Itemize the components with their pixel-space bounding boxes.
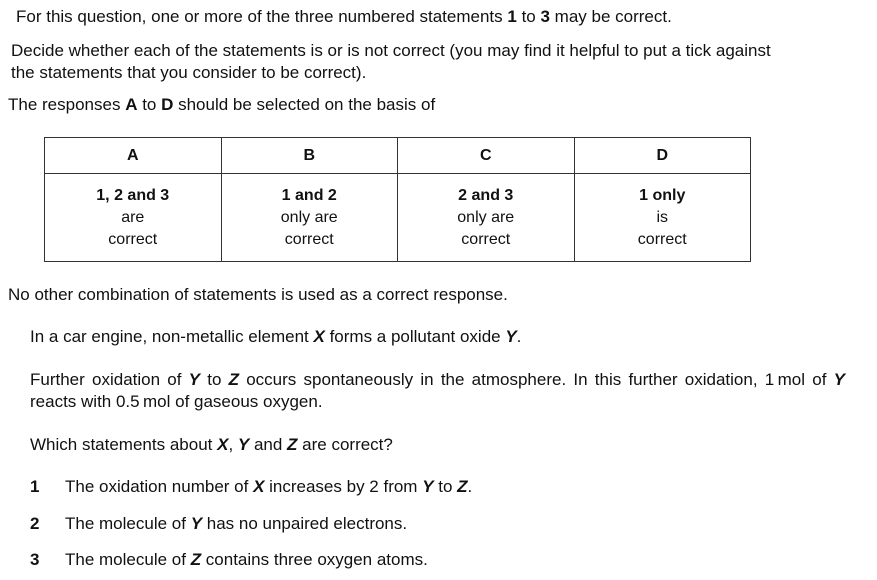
text: Which statements about [30, 435, 218, 454]
cell-line: correct [637, 230, 687, 248]
statement-1 [30, 476, 472, 498]
symbol-y: Y [188, 370, 201, 389]
symbol-z: Z [287, 435, 298, 454]
statement-number: 1 [30, 477, 40, 496]
text: . [516, 327, 522, 346]
cell-line: only are [280, 208, 338, 226]
key-letter-a: A [45, 138, 222, 174]
text: occurs spontaneously in the atmosphere. In this further oxidation, 1 mol of [239, 370, 834, 389]
bold-number: 3 [540, 7, 550, 26]
key-letter-d: D [574, 138, 751, 174]
text: to [433, 477, 458, 496]
text: The oxidation number of [65, 477, 254, 496]
symbol-y: Y [237, 435, 250, 454]
key-letter-b: B [221, 138, 398, 174]
symbol-y: Y [422, 477, 434, 496]
cell-line: are [121, 208, 145, 226]
instruction-line-2: Decide whether each of the statements is or is not correct (you may find it helpful to put a tick against [11, 41, 771, 60]
text: reacts with 0.5 mol of gaseous oxygen. [30, 392, 323, 411]
statement-number: 2 [30, 514, 40, 533]
instruction-line-1 [16, 6, 672, 28]
text: should be selected on the basis of [173, 95, 436, 114]
bold-letter: D [161, 95, 174, 114]
text: forms a pollutant oxide [324, 327, 506, 346]
text: and [249, 435, 288, 454]
statement-2 [30, 513, 407, 535]
instruction-line-3 [8, 94, 435, 116]
symbol-y: Y [833, 370, 845, 389]
text: , [228, 435, 238, 454]
key-meaning-a [45, 174, 222, 262]
text: has no unpaired electrons. [202, 514, 408, 533]
text: to [137, 95, 162, 114]
question-prompt [30, 434, 393, 456]
text: may be correct. [549, 7, 672, 26]
text: are correct? [297, 435, 393, 454]
text: increases by 2 from [264, 477, 423, 496]
symbol-y: Y [190, 514, 203, 533]
text: to [516, 7, 541, 26]
symbol-z: Z [228, 370, 240, 389]
symbol-y: Y [505, 327, 517, 346]
symbol-z: Z [457, 477, 468, 496]
key-letter-c: C [398, 138, 575, 174]
cell-line: only are [457, 208, 515, 226]
statement-3 [30, 549, 428, 571]
text: contains three oxygen atoms. [201, 550, 428, 569]
cell-line: 1, 2 and 3 [96, 186, 170, 204]
symbol-z: Z [190, 550, 202, 569]
cell-line: 1 only [639, 186, 686, 204]
cell-line: 2 and 3 [458, 186, 514, 204]
response-key-table [44, 137, 751, 262]
bold-letter: A [125, 95, 138, 114]
cell-line: correct [108, 230, 158, 248]
symbol-x: X [217, 435, 229, 454]
text: For this question, one or more of the three numbered statements [16, 7, 508, 26]
text: The responses [8, 95, 126, 114]
no-other-combination-note: No other combination of statements is used as a correct response. [8, 285, 508, 304]
question-paragraph-1 [30, 326, 521, 348]
text: In a car engine, non-metallic element [30, 327, 314, 346]
symbol-x: X [253, 477, 265, 496]
text: The molecule of [65, 550, 191, 569]
question-paragraph-2 [30, 369, 845, 413]
text: The molecule of [65, 514, 191, 533]
cell-line: is [656, 208, 669, 226]
key-header-row [45, 138, 751, 174]
key-meaning-d [574, 174, 751, 262]
instruction-line-2-continued: the statements that you consider to be correct). [11, 63, 367, 82]
text: Further oxidation of [30, 370, 189, 389]
key-meaning-b [221, 174, 398, 262]
text: . [467, 477, 473, 496]
key-meaning-c [398, 174, 575, 262]
cell-line: correct [284, 230, 334, 248]
symbol-x: X [313, 327, 325, 346]
key-meaning-row [45, 174, 751, 262]
cell-line: 1 and 2 [281, 186, 337, 204]
statement-number: 3 [30, 550, 40, 569]
text: to [200, 370, 229, 389]
cell-line: correct [461, 230, 511, 248]
bold-number: 1 [507, 7, 517, 26]
